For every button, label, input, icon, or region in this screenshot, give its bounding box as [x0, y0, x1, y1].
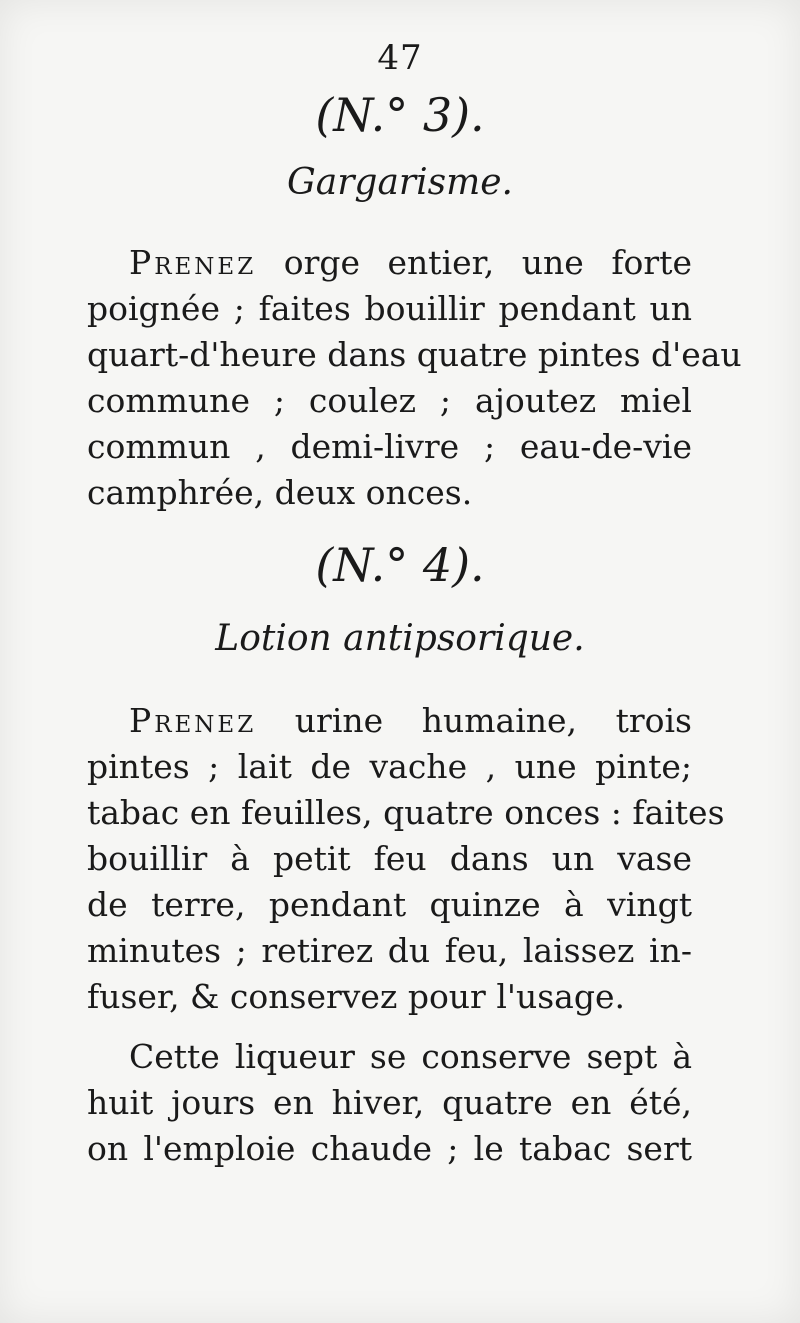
lead-word: Prenez	[129, 243, 257, 282]
section-paragraph	[87, 698, 725, 1020]
section-title: Lotion antipsorique.	[215, 618, 585, 659]
paragraph-line: fuser, & conservez pour l'usage.	[87, 977, 625, 1016]
paragraph-line: Prenez orge entier, une forte	[129, 243, 692, 282]
paragraph-line: huit jours en hiver, quatre en été,	[87, 1083, 692, 1122]
section-number: (N.° 3).	[315, 88, 485, 142]
lead-word: Prenez	[129, 701, 257, 740]
paragraph-line: minutes ; retirez du feu, laissez in-	[87, 931, 692, 970]
paragraph-line: commune ; coulez ; ajoutez miel	[87, 381, 692, 420]
paragraph-line: poignée ; faites bouillir pendant un	[87, 289, 692, 328]
section-number: (N.° 4).	[315, 538, 485, 592]
paragraph-line: Cette liqueur se conserve sept à	[129, 1037, 692, 1076]
paragraph-line: camphrée, deux onces.	[87, 473, 473, 512]
page-number: 47	[377, 38, 423, 78]
closing-paragraph	[87, 1034, 692, 1172]
paragraph-line: quart-d'heure dans quatre pintes d'eau	[87, 335, 742, 374]
section-title: Gargarisme.	[286, 162, 514, 203]
paragraph-line: on l'emploie chaude ; le tabac sert	[87, 1129, 692, 1168]
paragraph-line: pintes ; lait de vache , une pinte;	[87, 747, 692, 786]
paragraph-line: bouillir à petit feu dans un vase	[87, 839, 692, 878]
paragraph-line: commun , demi-livre ; eau-de-vie	[87, 427, 692, 466]
section-paragraph	[87, 240, 742, 516]
paragraph-line: tabac en feuilles, quatre onces : faites	[87, 793, 725, 832]
paragraph-line: de terre, pendant quinze à vingt	[87, 885, 692, 924]
paragraph-line: Prenez urine humaine, trois	[129, 701, 692, 740]
